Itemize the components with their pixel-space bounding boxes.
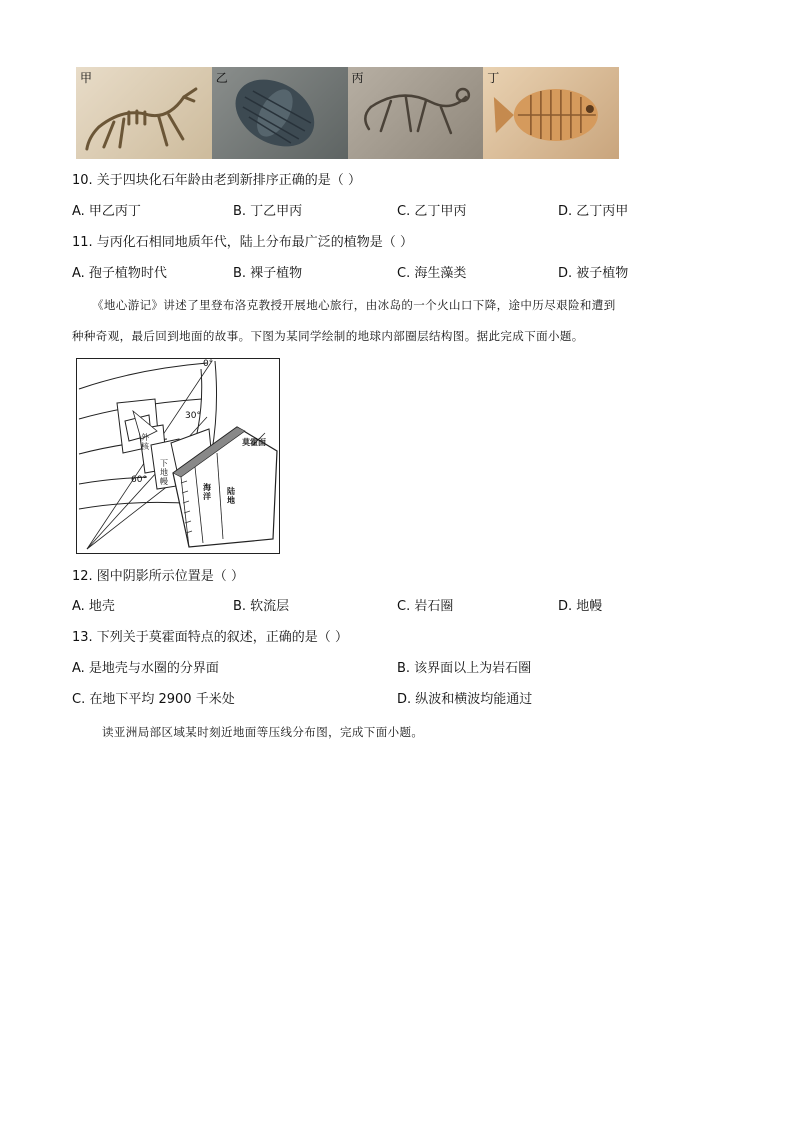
fossil-ding-label: 丁 xyxy=(487,71,500,85)
diagram-label-lower-mantle: 下地幔 xyxy=(160,459,168,486)
diagram-label-60-degree: 60° xyxy=(131,475,147,485)
diagram-label-ocean: 海洋 xyxy=(203,483,211,501)
fossil-jia-image xyxy=(76,67,212,159)
question-11-option-d[interactable]: D. 被子植物 xyxy=(558,266,629,281)
trilobite-fossil-icon xyxy=(212,67,348,159)
question-12-option-a[interactable]: A. 地壳 xyxy=(72,599,115,614)
question-11-stem: 11. 与丙化石相同地质年代，陆上分布最广泛的植物是（ ） xyxy=(72,235,413,250)
fish-fossil-icon xyxy=(483,67,619,159)
fossil-bing-image xyxy=(348,67,484,159)
question-13-option-b[interactable]: B. 该界面以上为岩石圈 xyxy=(397,661,532,676)
question-11-option-a[interactable]: A. 孢子植物时代 xyxy=(72,266,167,281)
passage-1-line-2: 种种奇观，最后回到地面的故事。下图为某同学绘制的地球内部圈层结构图。据此完成下面小题。 xyxy=(72,329,584,343)
question-10-stem: 10. 关于四块化石年龄由老到新排序正确的是（ ） xyxy=(72,173,361,188)
diagram-label-outer-core: 外核 xyxy=(141,433,149,451)
question-12-option-c[interactable]: C. 岩石圈 xyxy=(397,599,454,614)
question-13-option-a[interactable]: A. 是地壳与水圈的分界面 xyxy=(72,661,219,676)
fossil-yi-image xyxy=(212,67,348,159)
question-10-option-c[interactable]: C. 乙丁甲丙 xyxy=(397,204,467,219)
question-12-option-b[interactable]: B. 软流层 xyxy=(233,599,290,614)
fossil-jia-label: 甲 xyxy=(80,71,93,85)
question-10-option-b[interactable]: B. 丁乙甲丙 xyxy=(233,204,303,219)
fossil-image-strip xyxy=(76,67,619,159)
fossil-bing-label: 丙 xyxy=(351,71,364,85)
question-11-option-c[interactable]: C. 海生藻类 xyxy=(397,266,467,281)
earth-interior-diagram xyxy=(76,358,280,554)
passage-1-line-1: 《地心游记》讲述了里登布洛克教授开展地心旅行，由冰岛的一个火山口下降，途中历尽艰险和遭到 xyxy=(92,298,616,312)
question-12-option-d[interactable]: D. 地幔 xyxy=(558,599,603,614)
passage-2-line-1: 读亚洲局部区域某时刻近地面等压线分布图，完成下面小题。 xyxy=(102,725,424,739)
dinosaur-fossil-icon xyxy=(76,67,212,159)
question-10-option-a[interactable]: A. 甲乙丙丁 xyxy=(72,204,141,219)
earth-layers-illustration xyxy=(77,359,279,553)
reptile-fossil-icon xyxy=(348,67,484,159)
question-11-option-b[interactable]: B. 裸子植物 xyxy=(233,266,303,281)
diagram-label-moho: 莫霍面 xyxy=(242,438,266,447)
diagram-label-0-degree: 0° xyxy=(203,359,214,369)
fossil-ding-image xyxy=(483,67,619,159)
question-12-stem: 12. 图中阴影所示位置是（ ） xyxy=(72,569,244,584)
diagram-label-land: 陆地 xyxy=(227,487,235,505)
question-13-option-c[interactable]: C. 在地下平均 2900 千米处 xyxy=(72,692,235,707)
question-13-option-d[interactable]: D. 纵波和横波均能通过 xyxy=(397,692,533,707)
question-13-stem: 13. 下列关于莫霍面特点的叙述，正确的是（ ） xyxy=(72,630,348,645)
diagram-label-30-degree: 30° xyxy=(185,411,201,421)
fossil-yi-label: 乙 xyxy=(215,71,228,85)
question-10-option-d[interactable]: D. 乙丁丙甲 xyxy=(558,204,629,219)
